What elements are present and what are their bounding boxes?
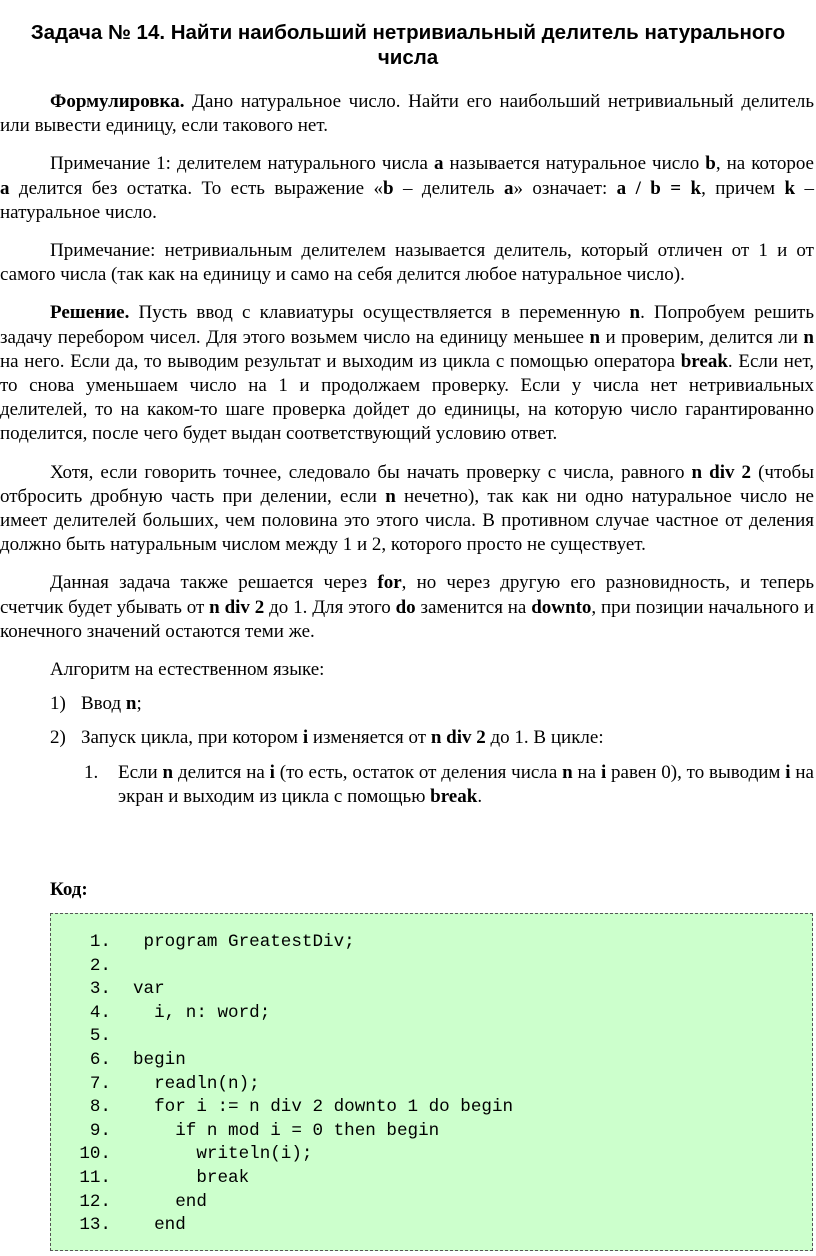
substep-text: равен 0), то выводим [606,761,786,783]
paragraph-note-2: Примечание: нетривиальным делителем называется делитель, который отличен от 1 и от самого числа (так как на единицу и само на себя делится любое натуральное число). [0,240,814,286]
note1-bold: a / b = k [616,177,702,199]
code-line [51,1167,812,1191]
solution-text: Пусть ввод с клавиатуры осуществляется в переменную [129,302,630,324]
code-line-text [111,955,133,979]
code-line [51,1073,812,1097]
for-text: до 1. Для этого [264,596,396,618]
note1-text: делится без остатка. То есть выражение « [9,177,383,199]
step-text: до 1. В цикле: [485,727,604,749]
note1-text: называется натуральное число [443,153,706,175]
paragraph-solution [0,301,814,446]
note1-text: – натуральное число. [0,177,814,223]
code-line-text: var [133,979,165,1000]
for-bold: downto [531,596,592,618]
substep-text: на [572,761,601,783]
step-text: Запуск цикла, при котором [81,727,303,749]
code-line-number: 7. [89,1073,111,1094]
code-line [51,1120,812,1144]
code-line-text: writeln(i); [133,1144,313,1165]
refinement-bold: n [385,485,396,507]
refinement-text: (чтобы отбросить дробную часть при делении, если [0,461,814,507]
for-text: , но через другую его разновидность, и теперь счетчик будет убывать от [0,572,814,618]
title-line-2: числа [377,46,439,69]
for-text: , при позиции начального и конечного значений остаются теми же. [0,596,814,642]
code-line-text: program GreatestDiv; [133,932,355,952]
note1-bold: a [434,153,444,175]
step-bold: i [302,727,309,749]
solution-text: на него. Если да, то выводим результат и выходим из цикла с помощью оператора [0,350,681,372]
code-line-number: 4. [89,1002,111,1023]
paragraph-for-downto [0,571,814,644]
code-line-text: end [133,1191,207,1212]
step-number: 2) [50,727,66,749]
code-line [51,1214,812,1238]
substep-bold: n [562,761,573,783]
substep-text: делится на [173,761,270,783]
for-text: Данная задача также решается через [50,572,378,594]
code-line-number: 9. [89,1120,111,1141]
code-line-text: break [133,1167,250,1188]
code-line [51,1025,812,1049]
substep-text: Если [118,761,163,783]
substep-bold: i [269,761,275,783]
substep-text: . [477,785,483,807]
code-line-number: 13. [79,1215,111,1236]
code-line-number: 8. [89,1097,111,1118]
note1-bold: a [503,177,514,199]
note1-text: , причем [701,177,785,199]
code-line-text: if n mod i = 0 then begin [133,1120,440,1141]
solution-text: и проверим, делится ли [600,326,804,348]
for-text: заменится на [415,596,532,618]
solution-text: . Попробуем решить задачу перебором чисел. Для этого возьмем число на единицу меньшее [0,302,814,348]
code-line [51,1191,812,1215]
solution-text: . Если нет, то снова уменьшаем число на 1 и продолжаем проверку. Если у числа нет нетривиальных делителей, то на каком-то шаге проверка дойдет до единицы, на которую число гарантированно поделится, после чего будет выдан соответствующий условию ответ. [0,350,814,445]
note1-bold: k [784,177,796,199]
paragraph-refinement [0,461,814,558]
code-line-text: end [133,1215,186,1236]
step-text: Ввод [81,693,126,715]
substep-text: на экран и выходим из цикла с помощью [118,761,814,807]
code-line-number: 6. [89,1049,111,1070]
for-bold: n div 2 [209,596,265,618]
for-bold: for [377,572,402,594]
title-line-1: Задача № 14. Найти наибольший нетривиальный делитель натурального [30,21,786,44]
step-bold: n [125,693,137,715]
code-line-text: i, n: word; [133,1002,271,1023]
note1-bold: b [705,153,716,175]
note1-bold: b [383,177,394,199]
code-line-number: 2. [89,955,111,976]
substep-text: (то есть, остаток от деления числа [274,761,563,783]
code-line [51,1096,812,1120]
algorithm-step-2 [0,726,814,750]
code-line-number: 10. [79,1144,111,1165]
body-text [0,90,814,809]
substep-bold: i [785,761,791,783]
paragraph-formulation [0,90,814,138]
code-line [51,931,812,955]
label-formulation: Формулировка. [50,91,185,112]
refinement-text: Хотя, если говорить точнее, следовало бы начать проверку с числа, равного [50,461,692,483]
note1-text: Примечание 1: делителем натурального числа [50,153,435,175]
page-title [0,20,816,70]
solution-bold: n [589,326,601,348]
step-text: изменяется от [308,727,431,749]
code-line-text [111,1025,133,1049]
code-line-number: 1. [89,932,111,952]
step-number: 1) [50,693,66,715]
refinement-text: нечетно), так как ни одно натуральное число не имеет делителей больших, чем половина это этого числа. В противном случае частное от деления должно быть натуральным числом между 1 и 2, которого просто не существует. [0,485,814,556]
substep-bold: n [162,761,174,783]
note1-text: – делитель [393,177,504,199]
formulation-text: Дано натуральное число. Найти его наибольший нетривиальный делитель или вывести единицу, если такового нет. [0,91,814,137]
note1-text: » означает: [513,177,617,199]
code-line-number: 3. [89,979,111,1000]
label-solution: Решение. [50,302,130,324]
algorithm-substep-1 [0,761,814,809]
algorithm-heading: Алгоритм на естественном языке: [50,659,325,681]
substep-bold: i [600,761,607,783]
refinement-bold: n div 2 [691,461,752,483]
code-line-text: begin [133,1049,186,1070]
code-line [51,1143,812,1167]
for-bold: do [395,596,416,618]
paragraph-note-1 [0,152,814,225]
code-line [51,1049,812,1073]
note1-text: , на которое [715,153,814,175]
note1-bold: a [0,177,10,199]
code-line [51,978,812,1002]
solution-bold: n [629,302,641,324]
step-bold: n div 2 [430,727,486,749]
code-line [51,1002,812,1026]
code-line-text: for i := n div 2 downto 1 do begin [133,1097,514,1118]
code-line [51,955,812,979]
substep-number: 1. [84,761,99,783]
code-line-number: 11. [79,1167,111,1188]
code-block [50,913,813,1251]
substep-bold: break [430,785,478,807]
code-heading: Код: [50,879,88,900]
step-text: ; [136,693,142,715]
algorithm-step-1 [0,692,814,716]
code-line-number: 5. [89,1026,111,1047]
code-line-number: 12. [79,1191,111,1212]
code-line-text: readln(n); [133,1073,260,1094]
solution-bold: n [803,326,814,348]
solution-bold: break [680,350,728,372]
